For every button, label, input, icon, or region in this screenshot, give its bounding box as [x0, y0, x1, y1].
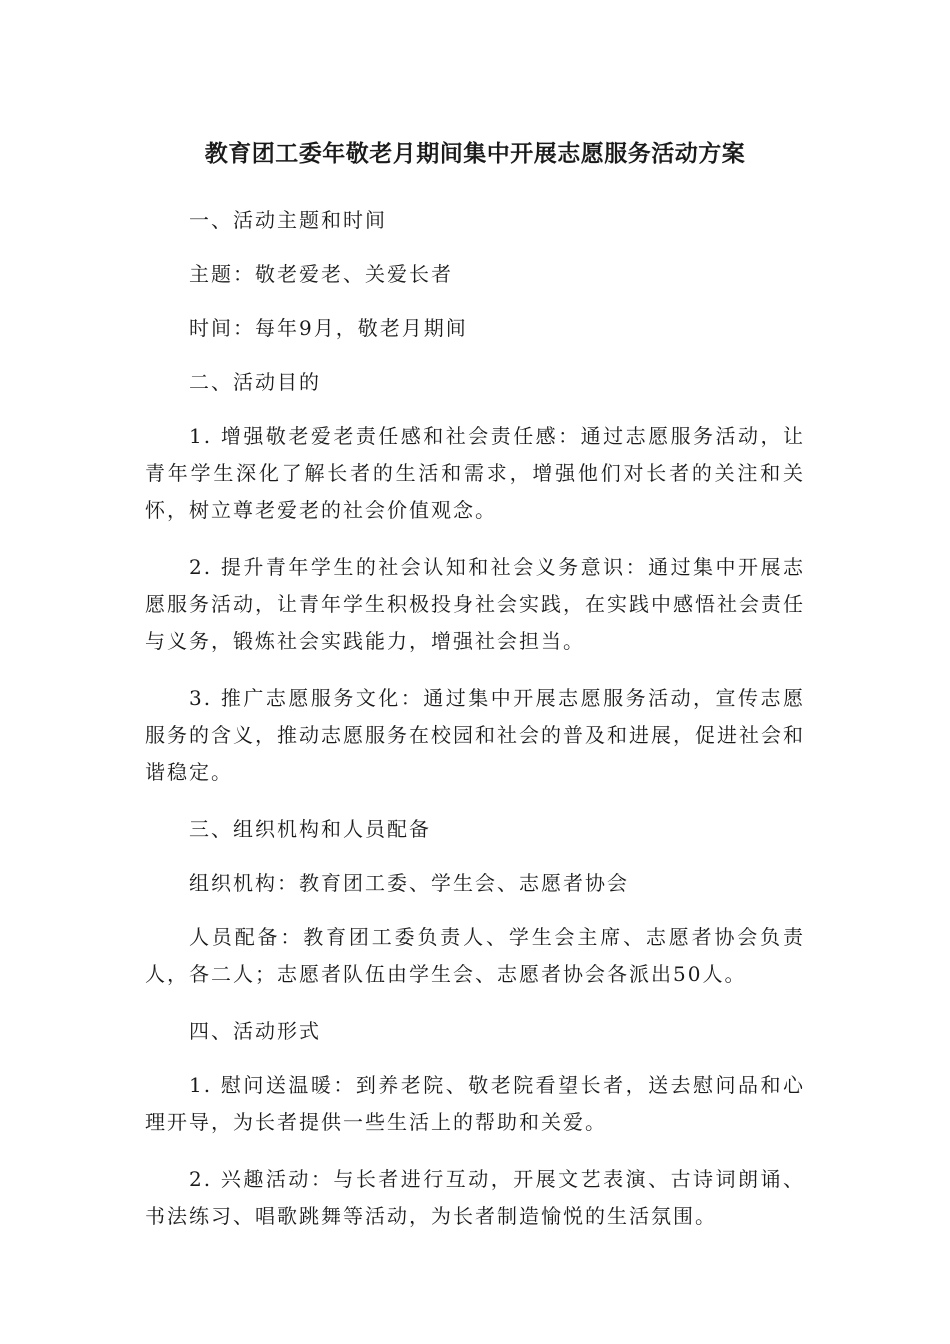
theme-line: 主题：敬老爱老、关爱长者 — [189, 262, 453, 286]
staffing-paragraph: 人员配备：教育团工委负责人、学生会主席、志愿者协会负责人，各二人；志愿者队伍由学生会、志愿者协会各派出50人。 — [145, 925, 805, 986]
purpose-item-3: 3. 推广志愿服务文化：通过集中开展志愿服务活动，宣传志愿服务的含义，推动志愿服务在校园和社会的普及和进展，促进社会和谐稳定。 — [145, 686, 805, 784]
document-body — [145, 202, 805, 1255]
organization-line: 组织机构：教育团工委、学生会、志愿者协会 — [189, 871, 629, 895]
section-heading-organization: 三、组织机构和人员配备 — [189, 817, 431, 841]
purpose-item-1: 1. 增强敬老爱老责任感和社会责任感：通过志愿服务活动，让青年学生深化了解长者的生活和需求，增强他们对长者的关注和关怀，树立尊老爱老的社会价值观念。 — [145, 424, 805, 522]
activity-form-item-1: 1. 慰问送温暖：到养老院、敬老院看望长者，送去慰问品和心理开导，为长者提供一些生活上的帮助和关爱。 — [145, 1073, 805, 1134]
time-line: 时间：每年9月，敬老月期间 — [189, 316, 468, 340]
activity-form-item-2: 2. 兴趣活动：与长者进行互动，开展文艺表演、古诗词朗诵、书法练习、唱歌跳舞等活动，为长者制造愉悦的生活氛围。 — [145, 1167, 805, 1228]
purpose-item-2: 2. 提升青年学生的社会认知和社会义务意识：通过集中开展志愿服务活动，让青年学生积极投身社会实践，在实践中感悟社会责任与义务，锻炼社会实践能力，增强社会担当。 — [145, 555, 805, 653]
section-heading-purpose: 二、活动目的 — [189, 370, 321, 394]
document-title: 教育团工委年敬老月期间集中开展志愿服务活动方案 — [204, 141, 746, 167]
section-heading-activity-forms: 四、活动形式 — [189, 1019, 321, 1043]
section-heading-theme-time: 一、活动主题和时间 — [189, 208, 387, 232]
